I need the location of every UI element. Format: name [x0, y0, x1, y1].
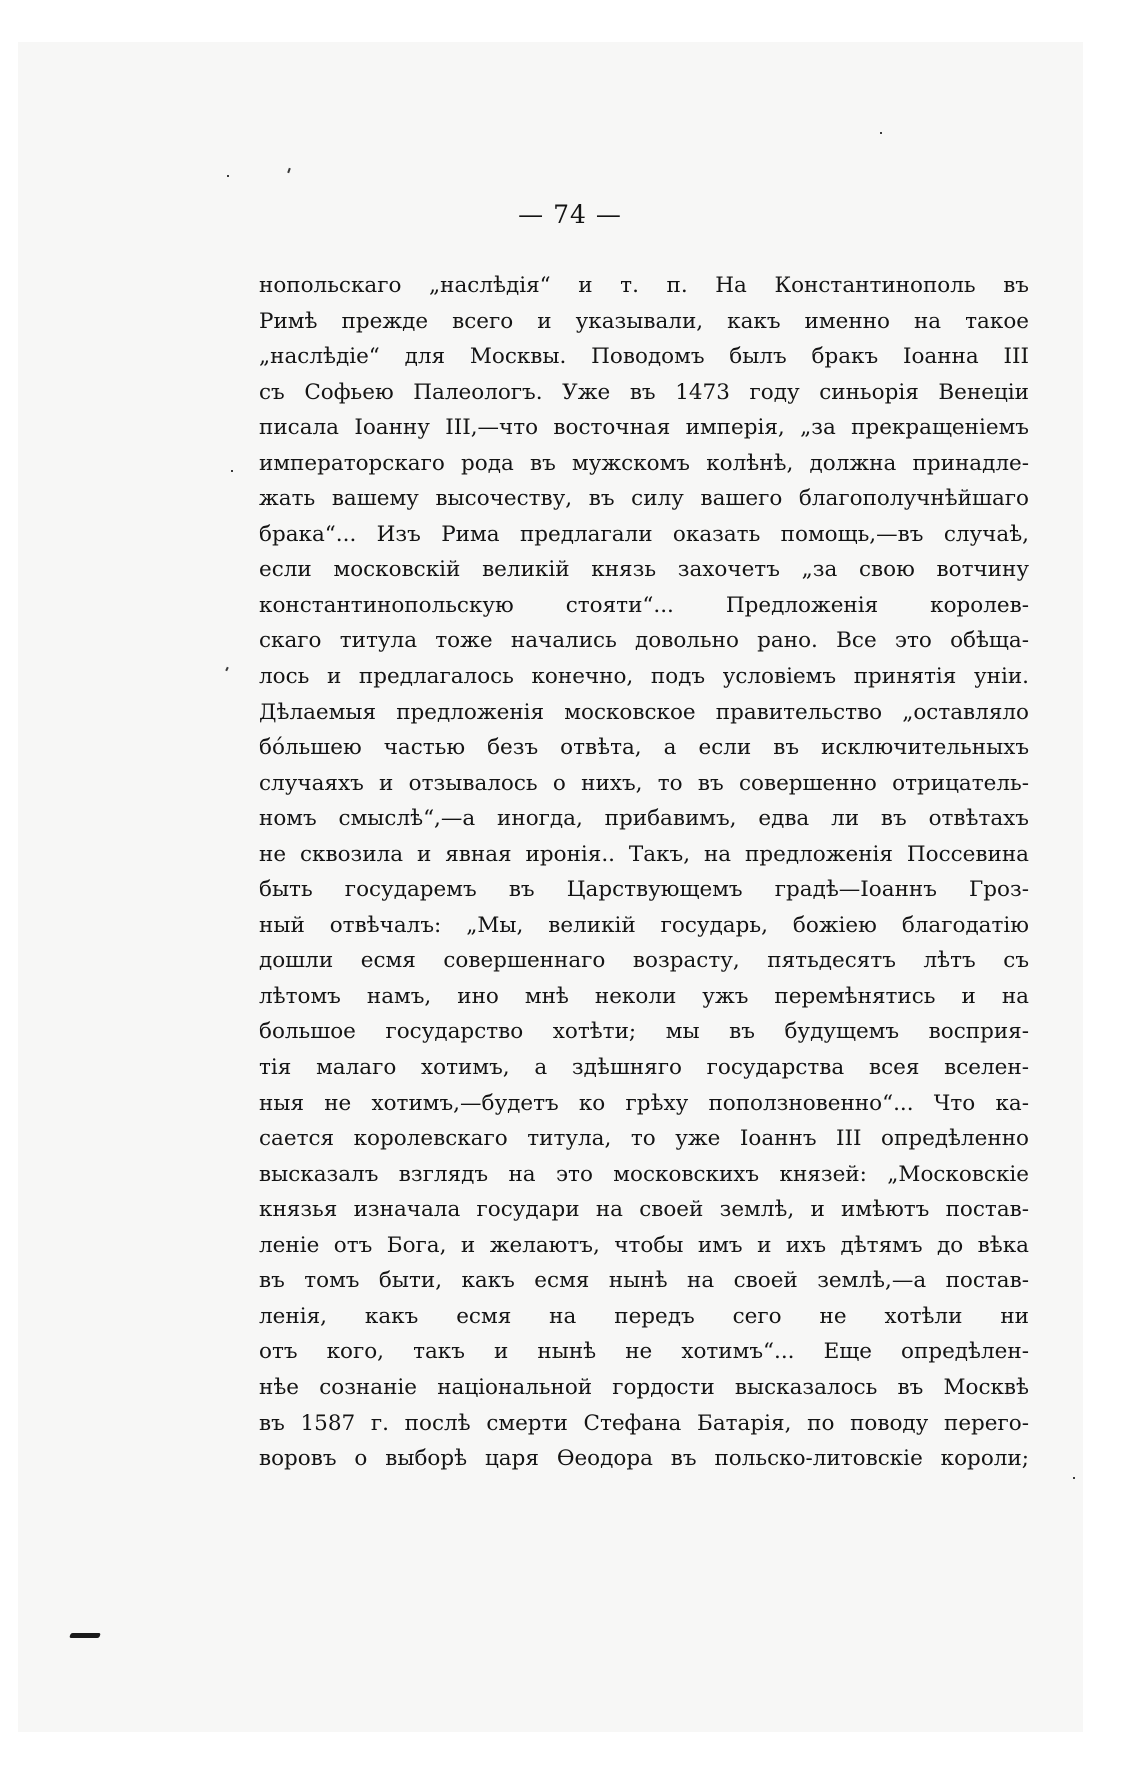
- text-line: въ томъ быти, какъ есмя нынѣ на своей землѣ,—а постав-: [259, 1268, 1029, 1294]
- text-line: „наслѣдіе“ для Москвы. Поводомъ былъ бракъ Іоанна III: [259, 344, 1029, 370]
- text-line: номъ смыслѣ“,—а иногда, прибавимъ, едва ли въ отвѣтахъ: [259, 806, 1029, 832]
- text-line: не сквозила и явная иронія.. Такъ, на предложенія Поссевина: [259, 841, 1029, 867]
- text-line: нопольскаго „наслѣдія“ и т. п. На Константинополь въ: [259, 273, 1029, 298]
- text-line: дошли есмя совершеннаго возрасту, пятьдесятъ лѣтъ съ: [259, 948, 1029, 974]
- text-line: ныя не хотимъ,—будетъ ко грѣху поползновенно“... Что ка-: [259, 1090, 1029, 1116]
- text-line: Римѣ прежде всего и указывали, какъ именно на такое: [259, 308, 1029, 334]
- text-line: императорскаго рода въ мужскомъ колѣнѣ, должна принадле-: [259, 450, 1029, 476]
- text-line: лось и предлагалось конечно, подъ условіемъ принятія уніи.: [259, 664, 1029, 690]
- text-line: писала Іоанну III,—что восточная имперія, „за прекращеніемъ: [259, 415, 1029, 441]
- scan-speck: [227, 175, 229, 177]
- text-line: съ Софьею Палеологъ. Уже въ 1473 году синьорія Венеціи: [259, 379, 1029, 405]
- scan-speck: [1073, 1477, 1075, 1479]
- text-line: брака“... Изъ Рима предлагали оказать помощь,—въ случаѣ,: [259, 521, 1029, 547]
- text-line: сается королевскаго титула, то уже Іоаннъ III опредѣленно: [259, 1126, 1029, 1152]
- scan-dash-mark: [69, 1633, 101, 1638]
- text-line: князья изначала государи на своей землѣ, и имѣютъ постав-: [259, 1197, 1029, 1223]
- text-line: бо́льшею частью безъ отвѣта, а если въ исключительныхъ: [259, 735, 1029, 761]
- text-line: нѣе сознаніе національной гордости высказалось въ Москвѣ: [259, 1374, 1029, 1400]
- text-line: тія малаго хотимъ, а здѣшняго государства всея вселен-: [259, 1055, 1029, 1081]
- text-line: ный отвѣчалъ: „Мы, великій государь, божіею благодатію: [259, 912, 1029, 938]
- text-line: лѣтомъ намъ, ино мнѣ неколи ужъ перемѣнятись и на: [259, 983, 1029, 1009]
- text-line: высказалъ взглядъ на это московскихъ князей: „Московскіе: [259, 1161, 1029, 1187]
- text-line: Дѣлаемыя предложенія московское правительство „оставляло: [259, 699, 1029, 725]
- text-line: въ 1587 г. послѣ смерти Стефана Батарія, по поводу перего-: [259, 1410, 1029, 1436]
- text-line: случаяхъ и отзывалось о нихъ, то въ совершенно отрицатель-: [259, 770, 1029, 796]
- text-line: воровъ о выборѣ царя Ѳеодора въ польско-литовскіе короли;: [259, 1446, 1029, 1472]
- text-line: быть государемъ въ Царствующемъ градѣ—Іоаннъ Гроз-: [259, 877, 1029, 903]
- text-line: константинопольскую стояти“... Предложенія королев-: [259, 592, 1029, 618]
- text-line: отъ кого, такъ и нынѣ не хотимъ“... Еще опредѣлен-: [259, 1339, 1029, 1365]
- text-line: ленія, какъ есмя на передъ сего не хотѣли ни: [259, 1303, 1029, 1329]
- scan-speck: [880, 132, 882, 134]
- text-line: если московскій великій князь захочетъ „за свою вотчину: [259, 557, 1029, 583]
- page-number: — 74 —: [518, 200, 622, 229]
- body-text: [259, 268, 1029, 1477]
- text-line: леніе отъ Бога, и желаютъ, чтобы имъ и ихъ дѣтямъ до вѣка: [259, 1232, 1029, 1258]
- scan-speck: [231, 470, 233, 472]
- text-line: большое государство хотѣти; мы въ будущемъ восприя-: [259, 1019, 1029, 1045]
- text-line: жать вашему высочеству, въ силу вашего благополучнѣйшаго: [259, 486, 1029, 512]
- text-line: скаго титула тоже начались довольно рано. Все это обѣща-: [259, 628, 1029, 654]
